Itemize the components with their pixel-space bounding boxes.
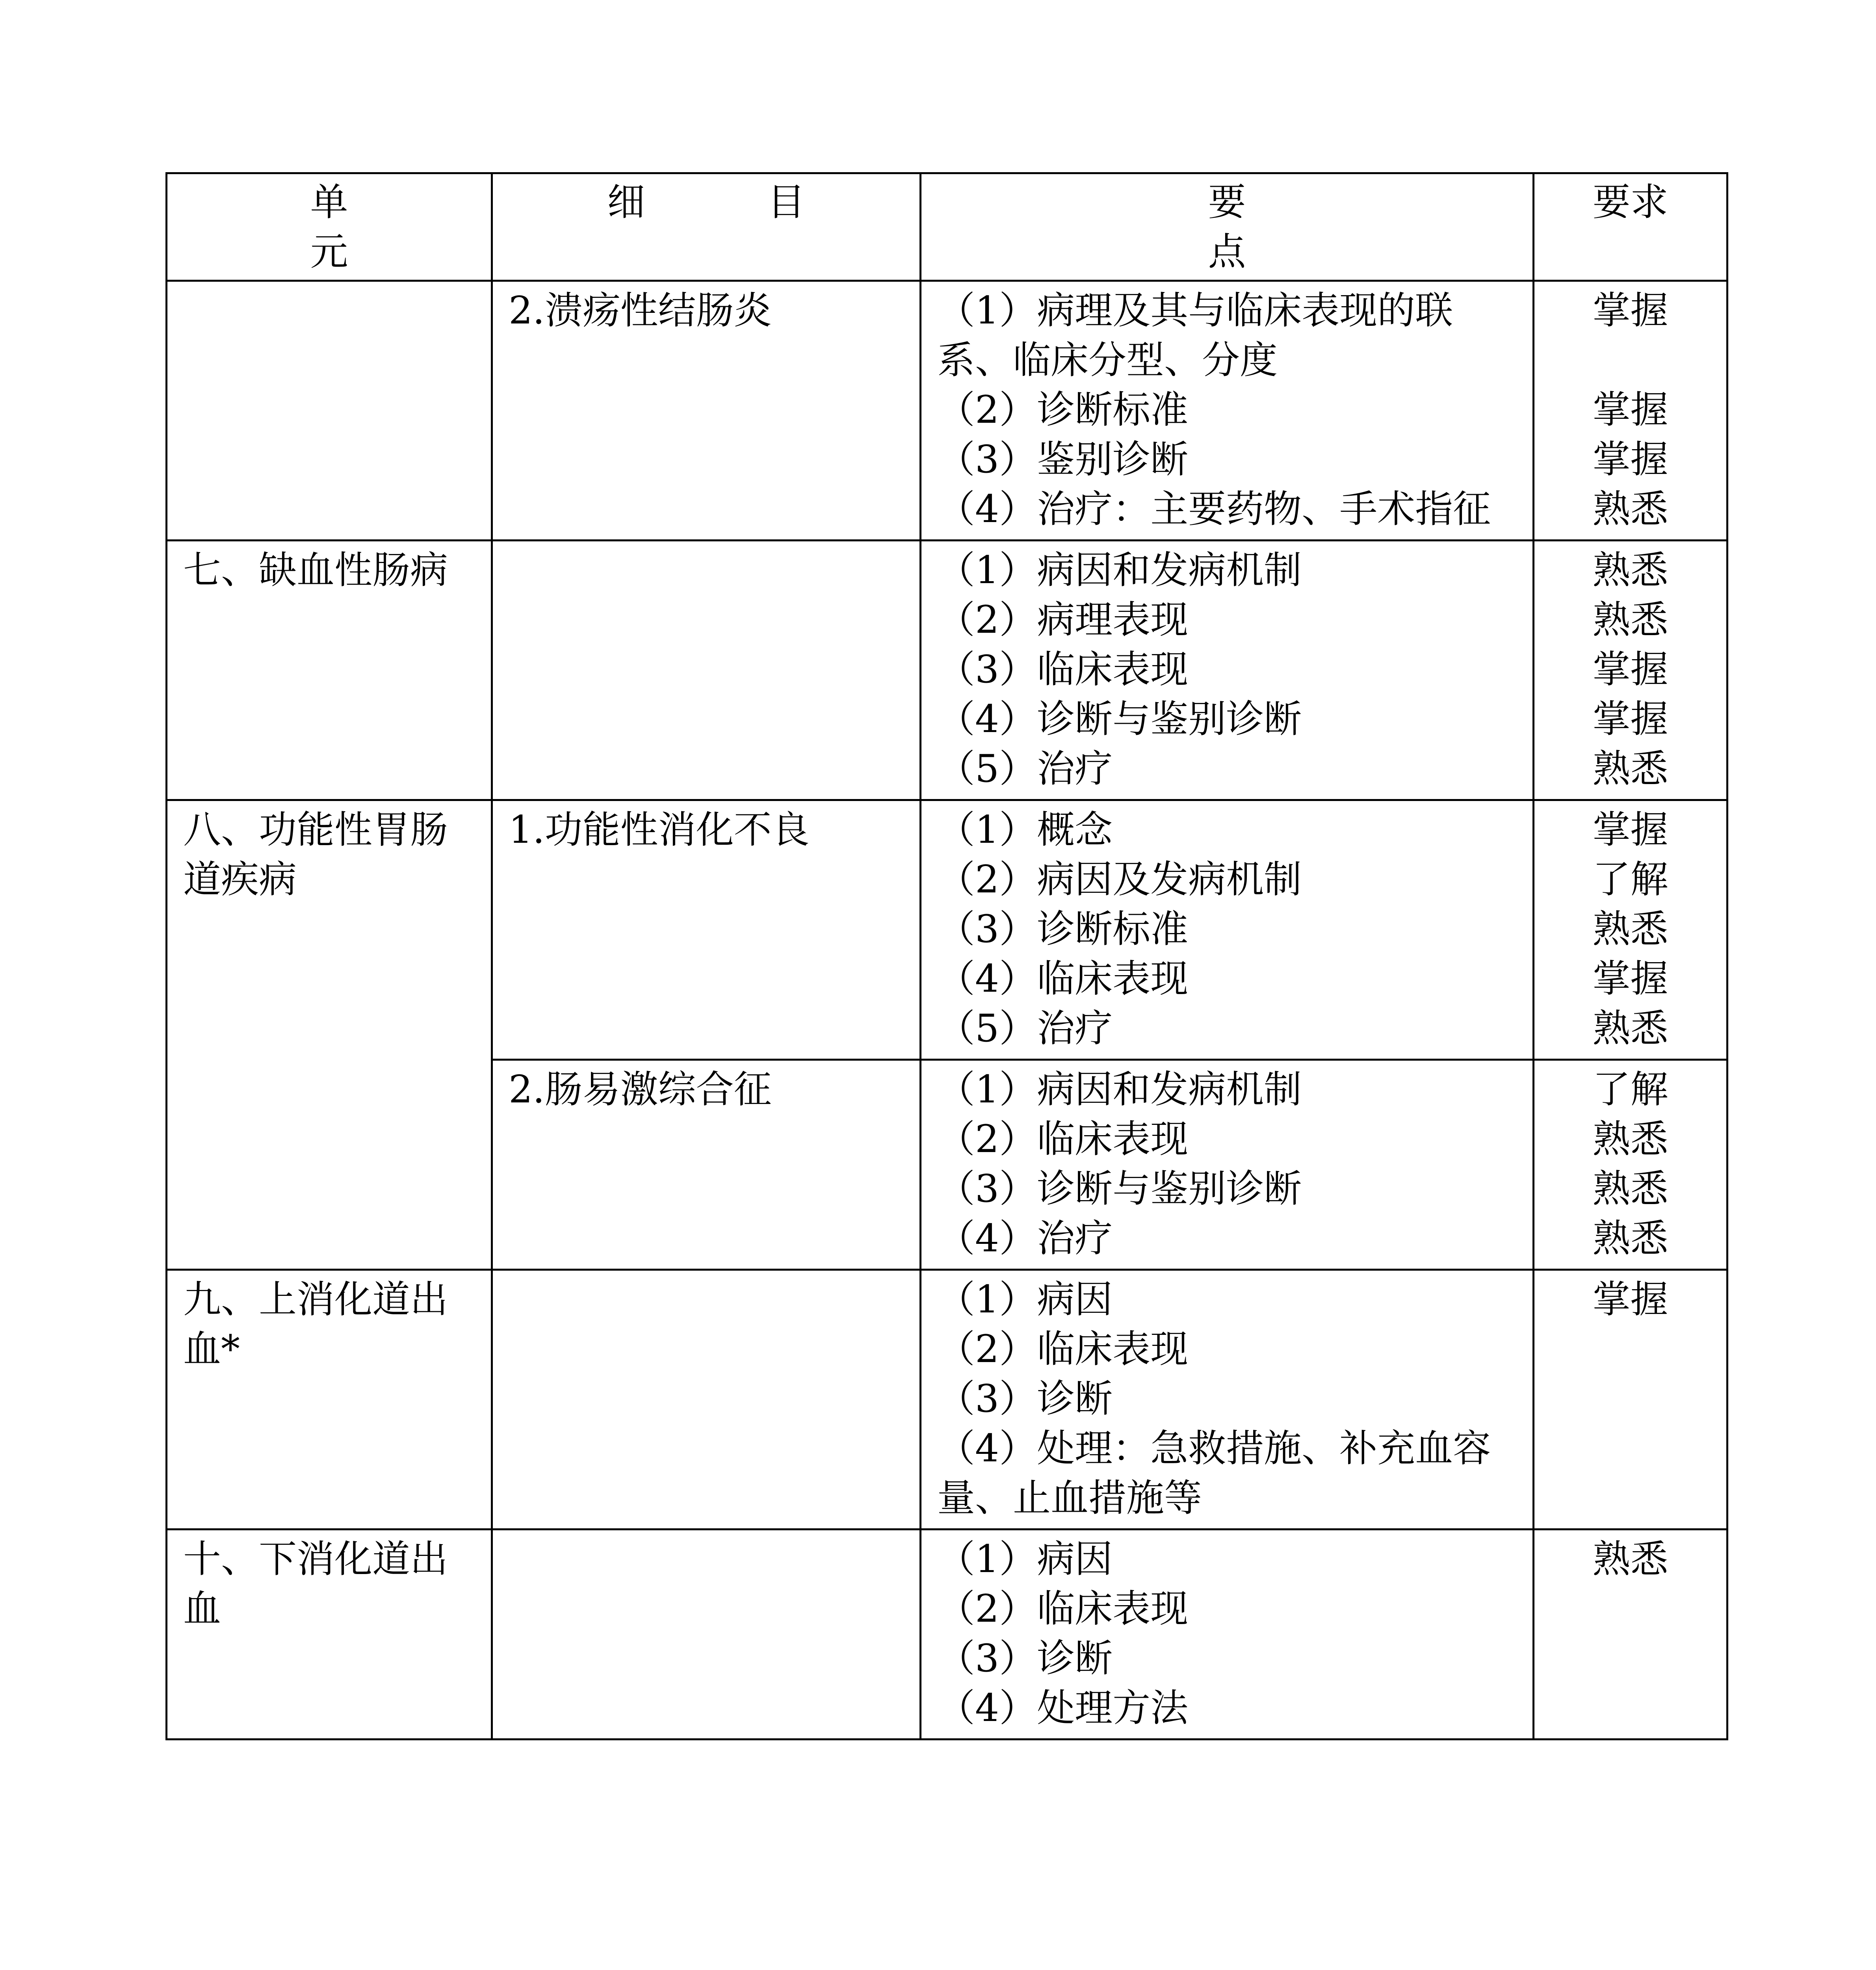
- points-cell: [921, 1270, 1534, 1530]
- point-item: （1）概念: [937, 808, 1113, 852]
- point-item: （4）治疗：主要药物、手术指征: [937, 487, 1491, 531]
- requirement-cell: [1534, 800, 1727, 1060]
- detail-cell: 2.肠易激综合征: [492, 1060, 921, 1270]
- requirement-item: 掌握: [1592, 1277, 1668, 1321]
- points-cell: [921, 800, 1534, 1060]
- point-item: （2）病因及发病机制: [937, 857, 1302, 901]
- requirement-item: 熟悉: [1592, 1006, 1668, 1050]
- table-row: [167, 541, 1727, 800]
- requirement-item: 掌握: [1592, 957, 1668, 1001]
- detail-cell: [492, 1270, 921, 1530]
- point-item: （3）诊断: [937, 1636, 1113, 1680]
- requirement-item: 掌握: [1592, 808, 1668, 852]
- detail-cell: [492, 1530, 921, 1740]
- points-cell: [921, 1060, 1534, 1270]
- requirement-item: 熟悉: [1592, 1167, 1668, 1211]
- requirement-cell: [1534, 1060, 1727, 1270]
- unit-cell: 七、缺血性肠病: [167, 541, 492, 800]
- points-cell: [921, 1530, 1534, 1740]
- point-item: （3）诊断: [937, 1377, 1113, 1421]
- points-cell: [921, 541, 1534, 800]
- requirement-item: 熟悉: [1592, 598, 1668, 642]
- requirement-item: 掌握: [1592, 647, 1668, 691]
- requirement-item: 掌握: [1592, 437, 1668, 481]
- point-item: （3）诊断标准: [937, 907, 1189, 951]
- requirement-cell: [1534, 1270, 1727, 1530]
- point-item: （4）处理方法: [937, 1686, 1189, 1730]
- requirement-item: 熟悉: [1592, 548, 1668, 592]
- table-row: [167, 281, 1727, 541]
- unit-cell: [167, 281, 492, 541]
- requirement-cell: [1534, 281, 1727, 541]
- point-item: （1）病因和发病机制: [937, 1067, 1302, 1111]
- point-item: （2）临床表现: [937, 1117, 1189, 1161]
- requirement-item: 熟悉: [1592, 1537, 1668, 1581]
- point-item: （3）鉴别诊断: [937, 437, 1189, 481]
- header-points: 要 点: [921, 173, 1534, 281]
- point-item: （4）处理：急救措施、补充血容量、止血措施等: [937, 1426, 1491, 1520]
- point-item: （1）病因和发病机制: [937, 548, 1302, 592]
- header-detail: 细 目: [492, 173, 921, 281]
- point-item: （2）临床表现: [937, 1587, 1189, 1631]
- unit-cell: 九、上消化道出血*: [167, 1270, 492, 1530]
- requirement-item: 掌握: [1592, 697, 1668, 741]
- requirement-cell: [1534, 541, 1727, 800]
- requirement-item: 熟悉: [1592, 1117, 1668, 1161]
- point-item: （3）诊断与鉴别诊断: [937, 1167, 1302, 1211]
- requirement-item: 了解: [1592, 1067, 1668, 1111]
- point-item: （2）病理表现: [937, 598, 1189, 642]
- requirement-item: 熟悉: [1592, 1216, 1668, 1260]
- table-header-row: [167, 173, 1727, 281]
- point-item: （3）临床表现: [937, 647, 1189, 691]
- requirement-item: 熟悉: [1592, 487, 1668, 531]
- detail-cell: 2.溃疡性结肠炎: [492, 281, 921, 541]
- header-unit: 单 元: [167, 173, 492, 281]
- table-row: [167, 800, 1727, 1060]
- point-item: （4）诊断与鉴别诊断: [937, 697, 1302, 741]
- point-item: （5）治疗: [937, 747, 1113, 791]
- requirement-cell: [1534, 1530, 1727, 1740]
- point-item: （2）诊断标准: [937, 388, 1189, 432]
- requirement-item: 熟悉: [1592, 747, 1668, 791]
- syllabus-table: [165, 172, 1728, 1740]
- requirement-item: 掌握: [1592, 388, 1668, 432]
- point-item: （1）病理及其与临床表现的联系、临床分型、分度: [937, 288, 1453, 382]
- points-cell: [921, 281, 1534, 541]
- header-requirement: 要求: [1534, 173, 1727, 281]
- requirement-item: 了解: [1592, 857, 1668, 901]
- detail-cell: [492, 541, 921, 800]
- point-item: （5）治疗: [937, 1006, 1113, 1050]
- unit-cell: 十、下消化道出血: [167, 1530, 492, 1740]
- point-item: （1）病因: [937, 1277, 1113, 1321]
- unit-cell: 八、功能性胃肠道疾病: [167, 800, 492, 1270]
- requirement-item: 掌握: [1592, 288, 1668, 333]
- requirement-item: 熟悉: [1592, 907, 1668, 951]
- requirement-spacer: [1550, 335, 1711, 385]
- point-item: （2）临床表现: [937, 1327, 1189, 1371]
- point-item: （1）病因: [937, 1537, 1113, 1581]
- table-row: [167, 1530, 1727, 1740]
- detail-cell: 1.功能性消化不良: [492, 800, 921, 1060]
- point-item: （4）临床表现: [937, 957, 1189, 1001]
- table-row: [167, 1270, 1727, 1530]
- point-item: （4）治疗: [937, 1216, 1113, 1260]
